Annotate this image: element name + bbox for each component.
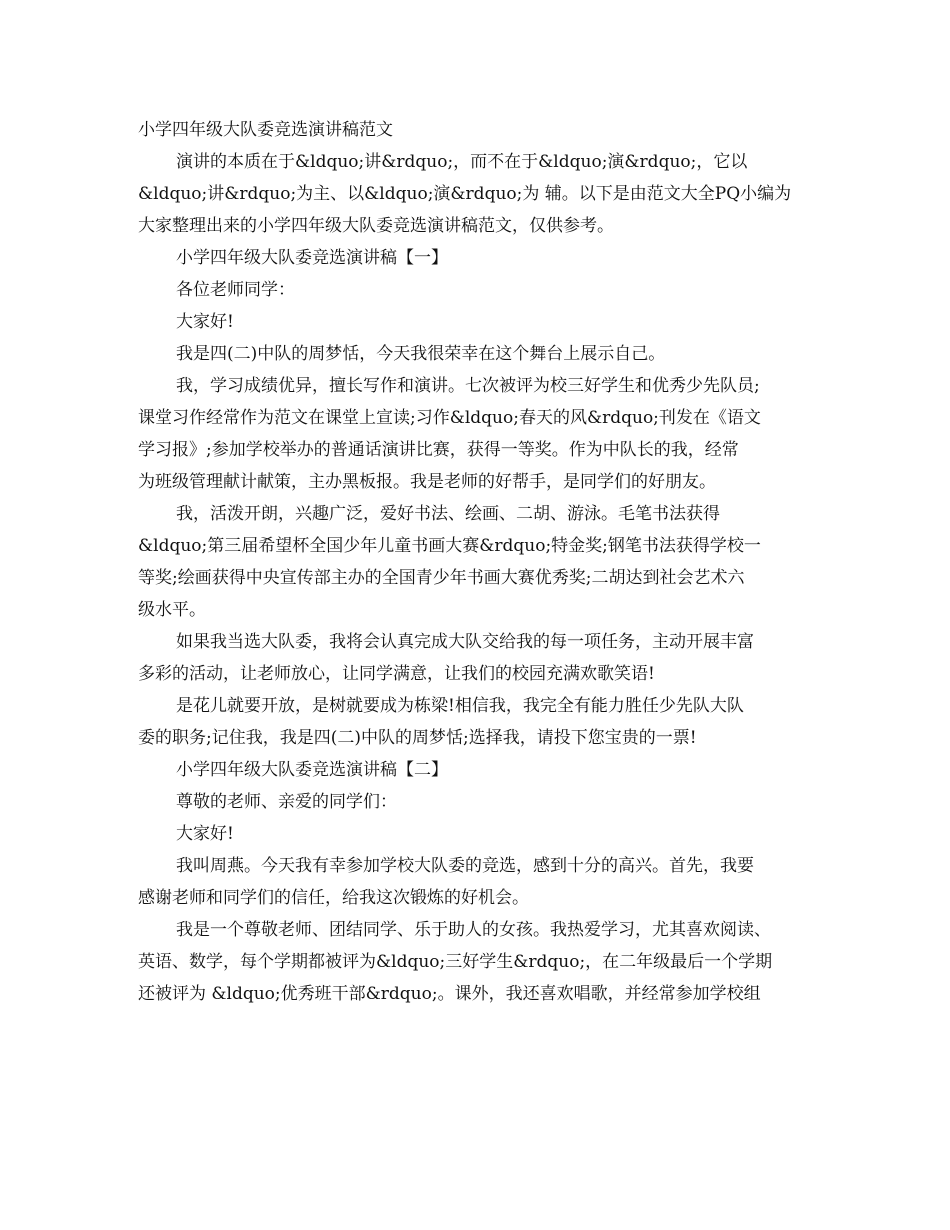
- text-line: 我，活泼开朗，兴趣广泛，爱好书法、绘画、二胡、游泳。毛笔书法获得: [176, 504, 720, 524]
- text-line: 大家好!: [176, 312, 234, 332]
- text-line: 多彩的活动，让老师放心，让同学满意，让我们的校园充满欢歌笑语!: [138, 664, 655, 684]
- text-line: 感谢老师和同学们的信任，给我这次锻炼的好机会。: [138, 888, 529, 908]
- text-line: 是花儿就要开放，是树就要成为栋梁!相信我，我完全有能力胜任少先队大队: [176, 696, 744, 716]
- text-line: 我是四(二)中队的周梦恬，今天我很荣幸在这个舞台上展示自己。: [176, 344, 666, 364]
- text-line: 演讲的本质在于&ldquo;讲&rdquo;，而不在于&ldquo;演&rdquo;，它以: [176, 152, 748, 172]
- text-line: 小学四年级大队委竞选演讲稿【一】: [176, 248, 448, 268]
- text-line: 我叫周燕。今天我有幸参加学校大队委的竞选，感到十分的高兴。首先，我要: [176, 856, 754, 876]
- text-line: 级水平。: [138, 600, 206, 620]
- document-text: [138, 146, 818, 1010]
- text-line: 尊敬的老师、亲爱的同学们：: [176, 792, 397, 812]
- document-body: [138, 114, 818, 1010]
- text-line: 为班级管理献计献策，主办黑板报。我是老师的好帮手，是同学们的好朋友。: [138, 472, 716, 492]
- text-line: 学习报》;参加学校举办的普通话演讲比赛，获得一等奖。作为中队长的我，经常: [138, 440, 739, 460]
- text-line: 各位老师同学：: [176, 280, 295, 300]
- text-line: 我，学习成绩优异，擅长写作和演讲。七次被评为校三好学生和优秀少先队员;: [176, 376, 760, 396]
- text-line: 等奖;绘画获得中央宣传部主办的全国青少年书画大赛优秀奖;二胡达到社会艺术六: [138, 568, 745, 588]
- text-line: 我是一个尊敬老师、团结同学、乐于助人的女孩。我热爱学习，尤其喜欢阅读、: [176, 920, 771, 940]
- text-line: 大家好!: [176, 824, 234, 844]
- text-line: &ldquo;第三届希望杯全国少年儿童书画大赛&rdquo;特金奖;钢笔书法获得学校一: [138, 536, 761, 556]
- text-line: &ldquo;讲&rdquo;为主、以&ldquo;演&rdquo;为 辅。以下是由范文大全PQ小编为: [138, 184, 792, 204]
- text-line: 还被评为 &ldquo;优秀班干部&rdquo;。课外，我还喜欢唱歌，并经常参加学校组: [138, 984, 761, 1004]
- text-line: 如果我当选大队委，我将会认真完成大队交给我的每一项任务，主动开展丰富: [176, 632, 754, 652]
- text-line: 委的职务;记住我，我是四(二)中队的周梦恬;选择我，请投下您宝贵的一票!: [138, 728, 697, 748]
- document-title: 小学四年级大队委竞选演讲稿范文: [138, 120, 393, 140]
- text-line: 大家整理出来的小学四年级大队委竞选演讲稿范文，仅供参考。: [138, 216, 614, 236]
- text-line: 课堂习作经常作为范文在课堂上宣读;习作&ldquo;春天的风&rdquo;刊发在《语文: [138, 408, 761, 428]
- text-line: 小学四年级大队委竞选演讲稿【二】: [176, 760, 448, 780]
- text-line: 英语、数学，每个学期都被评为&ldquo;三好学生&rdquo;，在二年级最后一个学期: [138, 952, 773, 972]
